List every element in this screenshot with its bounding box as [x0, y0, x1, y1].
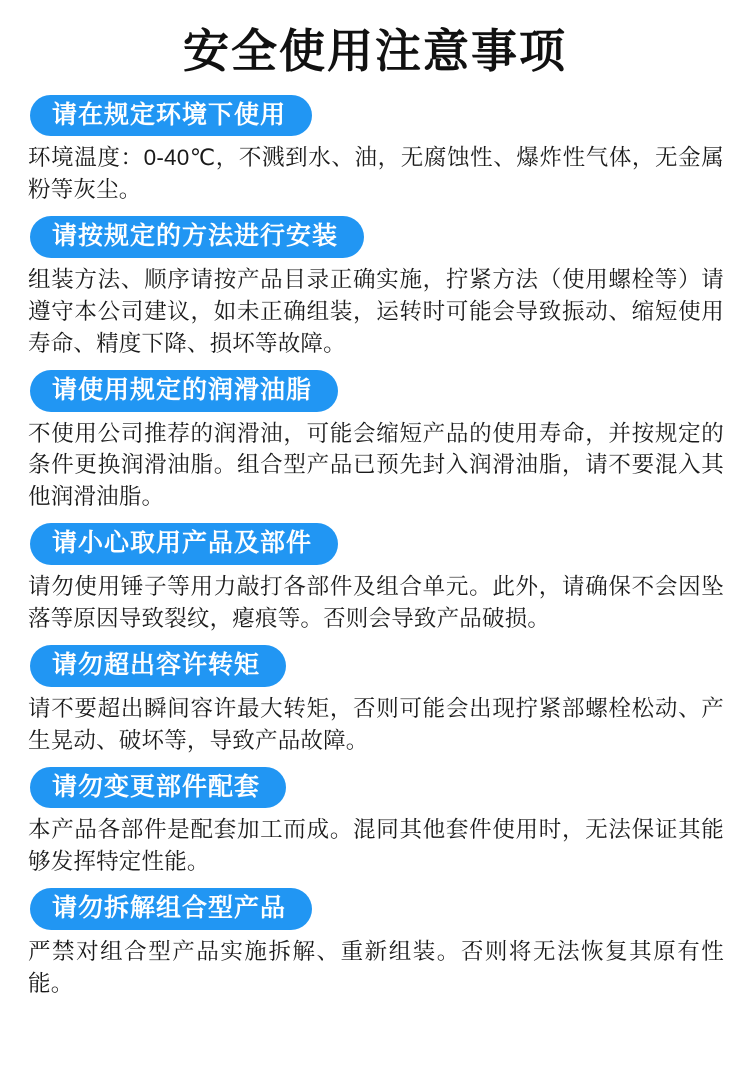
section-heading-badge: 请按规定的方法进行安装 — [30, 216, 364, 258]
section-heading-badge: 请勿拆解组合型产品 — [30, 888, 312, 930]
section-heading-row — [30, 888, 728, 930]
section-heading-row — [30, 216, 728, 258]
section-heading-badge: 请在规定环境下使用 — [30, 95, 312, 137]
section-body: 组装方法、顺序请按产品目录正确实施，拧紧方法（使用螺栓等）请遵守本公司建议，如未正确组装，运转时可能会导致振动、缩短使用寿命、精度下降、损坏等故障。 — [28, 266, 724, 356]
section-environment — [22, 95, 728, 207]
safety-notice-page — [0, 26, 750, 1084]
page-title: 安全使用注意事项 — [183, 25, 567, 77]
section-body: 请不要超出瞬间容许最大转矩，否则可能会出现拧紧部螺栓松动、产生晃动、破坏等，导致产品故障。 — [28, 695, 724, 753]
section-body: 本产品各部件是配套加工而成。混同其他套件使用时，无法保证其能够发挥特定性能。 — [28, 817, 724, 875]
section-body: 请勿使用锤子等用力敲打各部件及组合单元。此外，请确保不会因坠落等原因导致裂纹，瘪痕等。否则会导致产品破损。 — [28, 574, 724, 632]
section-heading-row — [30, 95, 728, 137]
section-handling — [22, 523, 728, 635]
section-body: 严禁对组合型产品实施拆解、重新组装。否则将无法恢复其原有性能。 — [28, 938, 724, 996]
section-disassembly — [22, 888, 728, 1000]
section-heading-row — [30, 370, 728, 412]
section-body: 不使用公司推荐的润滑油，可能会缩短产品的使用寿命，并按规定的条件更换润滑油脂。组合型产品已预先封入润滑油脂，请不要混入其他润滑油脂。 — [28, 420, 724, 510]
section-heading-badge: 请使用规定的润滑油脂 — [30, 370, 338, 412]
section-lubrication — [22, 370, 728, 514]
section-torque — [22, 645, 728, 757]
section-heading-badge: 请小心取用产品及部件 — [30, 523, 338, 565]
section-heading-row — [30, 767, 728, 809]
section-heading-badge: 请勿变更部件配套 — [30, 767, 286, 809]
section-heading-row — [30, 645, 728, 687]
section-body: 环境温度：0-40℃，不溅到水、油，无腐蚀性、爆炸性气体，无金属粉等灰尘。 — [28, 145, 724, 203]
section-heading-badge: 请勿超出容许转矩 — [30, 645, 286, 687]
section-parts-matching — [22, 767, 728, 879]
section-installation — [22, 216, 728, 360]
section-heading-row — [30, 523, 728, 565]
